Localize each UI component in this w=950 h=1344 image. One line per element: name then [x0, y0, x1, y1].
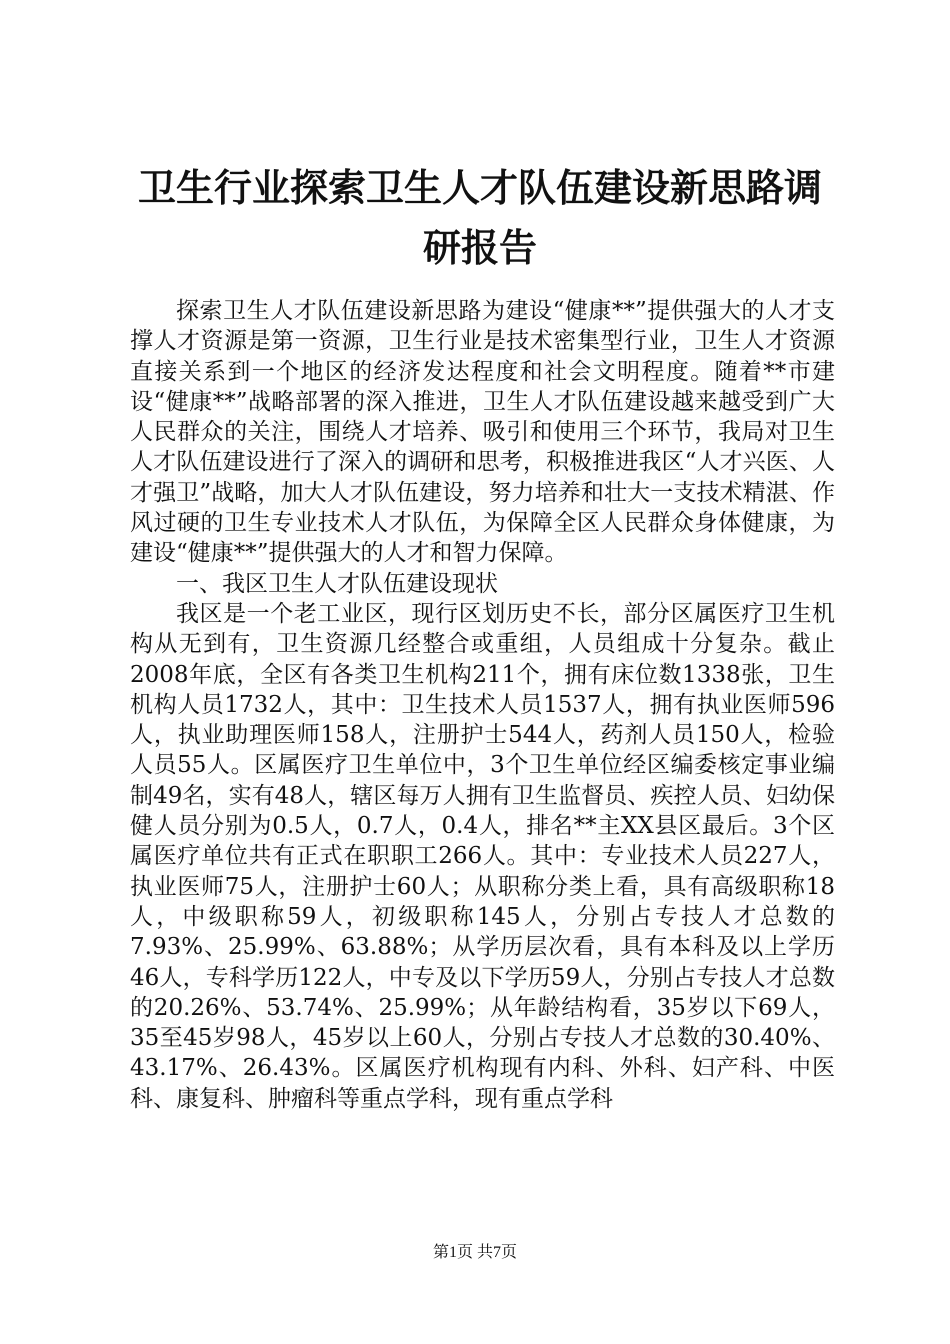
document-body — [130, 296, 835, 1114]
page-number-footer: 第1页 共7页 — [432, 1244, 517, 1261]
section-heading: 一、我区卫生人才队伍建设现状 — [176, 570, 498, 597]
status-paragraph: 我区是一个老工业区，现行区划历史不长，部分区属医疗卫生机构从无到有，卫生资源几经整合或重组，人员组成十分复杂。截止2008年底，全区有各类卫生机构211个，拥有床位数1338张，卫生机构人员1732人，其中：卫生技术人员1537人，拥有执业医师596人，执业助理医师158人，注册护士544人，药剂人员150人，检验人员55人。区属医疗卫生单位中，3个卫生单位经区编委核定事业编制49名，实有48人，辖区每万人拥有卫生监督员、疾控人员、妇幼保健人员分别为0.5人，0.7人，0.4人，排名**主XX县区最后。3个区属医疗单位共有正式在职职工266人。其中：专业技术人员227人，执业医师75人，注册护士60人；从职称分类上看，具有高级职称18人，中级职称59人，初级职称145人，分别占专技人才总数的7.93%、25.99%、63.88%；从学历层次看，具有本科及以上学历46人，专科学历122人，中专及以下学历59人，分别占专技人才总数的20.26%、53.74%、25.99%；从年龄结构看，35岁以下69人，35至45岁98人，45岁以上60人，分别占专技人才总数的30.40%、43.17%、26.43%。区属医疗机构现有内科、外科、妇产科、中医科、康复科、肿瘤科等重点学科，现有重点学科 — [130, 600, 835, 1112]
intro-paragraph: 探索卫生人才队伍建设新思路为建设“健康**”提供强大的人才支撑人才资源是第一资源，卫生行业是技术密集型行业，卫生人才资源直接关系到一个地区的经济发达程度和社会文明程度。随着**市建设“健康**”战略部署的深入推进，卫生人才队伍建设越来越受到广大人民群众的关注，围绕人才培养、吸引和使用三个环节，我局对卫生人才队伍建设进行了深入的调研和思考，积极推进我区“人才兴医、人才强卫”战略，加大人才队伍建设，努力培养和壮大一支技术精湛、作风过硬的卫生专业技术人才队伍，为保障全区人民群众身体健康，为建设“健康**”提供强大的人才和智力保障。 — [130, 298, 835, 567]
document-title: 卫生行业探索卫生人才队伍建设新思路调研报告 — [137, 165, 822, 270]
